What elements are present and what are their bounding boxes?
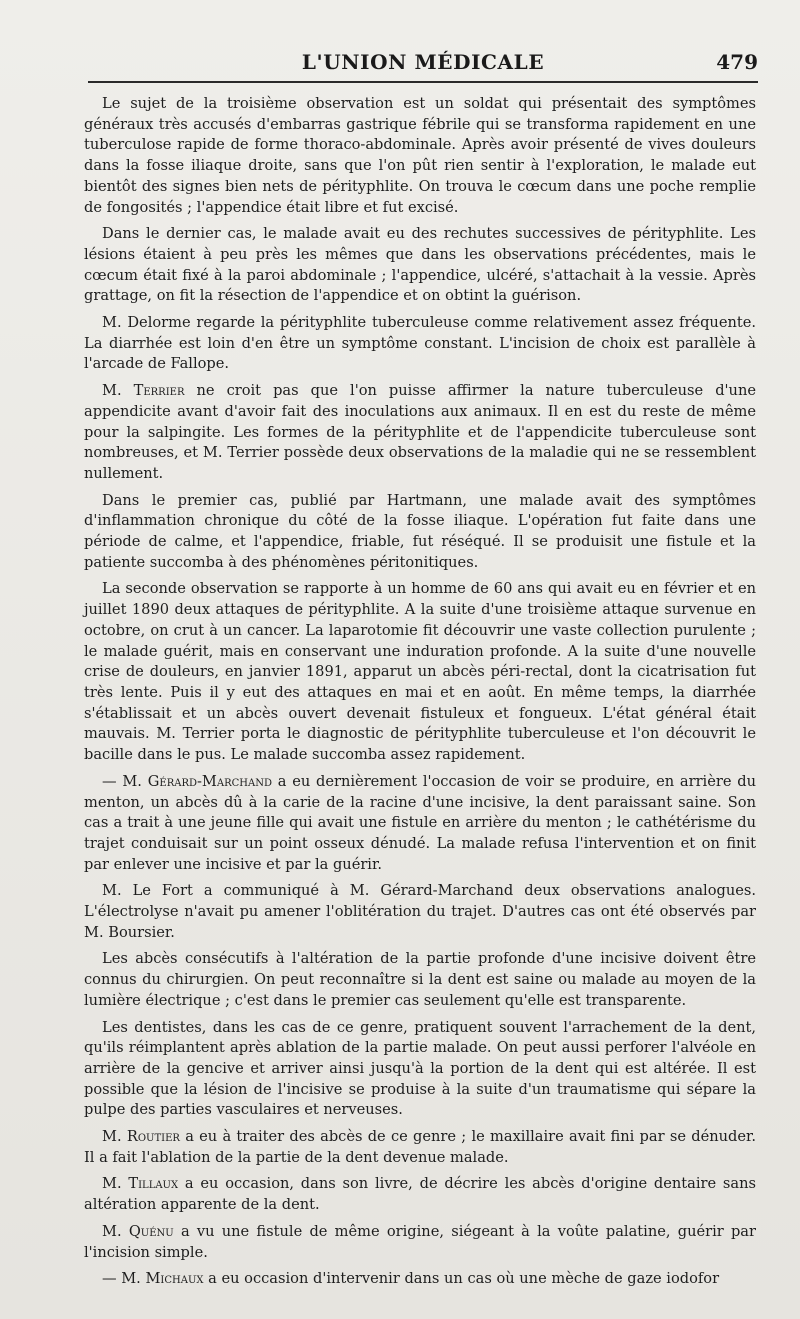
speaker-name: Michaux (145, 1270, 204, 1288)
speaker-name: Quénu (128, 1222, 174, 1240)
speaker-name: Gérard-Marchand (147, 772, 272, 790)
paragraph: Le sujet de la troisième observation est un soldat qui présentait des symptômes généraux très accusés d'embarras gastrique fébrile qui se transforma rapidement en une tuberculose rapide de forme thoraco-abdominale. Après avoir présenté de vives douleurs dans la fosse iliaque droite, sans que l'on pût rien sentir à l'exploration, le malade eut bientôt des signes bien nets de pérityphlite. On trouva le cœcum dans une poche remplie de fongosités ; l'appendice était libre et fut excisé. (84, 95, 756, 216)
paragraph: Dans le premier cas, publié par Hartmann, une malade avait des symptômes d'inflammation chronique du côté de la fosse iliaque. L'opération fut faite dans une période de calme, et l'appendice, friable, fut réséqué. Il se produisit une fistule et la patiente succomba à des phénomènes péritonitiques. (84, 491, 756, 571)
paragraph: M. Routier a eu à traiter des abcès de ce genre ; le maxillaire avait fini par se dénuder. Il a fait l'ablation de la partie de la dent devenue malade. (84, 1128, 756, 1166)
paragraph: — M. Gérard-Marchand a eu dernièrement l'occasion de voir se produire, en arrière du menton, un abcès dû à la carie de la racine d'une incisive, la dent paraissant saine. Son cas a trait à une jeune fille qui avait une fistule en arrière du menton ; le cathétérisme du trajet conduisait sur un point osseux dénudé. La malade refusa l'intervention et on finit par enlever une incisive et par la guérir. (84, 772, 756, 873)
paragraph: M. Tillaux a eu occasion, dans son livre, de décrire les abcès d'origine dentaire sans altération apparente de la dent. (84, 1175, 756, 1214)
paragraph: La seconde observation se rapporte à un homme de 60 ans qui avait eu en février et en juillet 1890 deux attaques de pérityphlite. A la suite d'une troisième attaque survenue en octobre, on crut à un cancer. La laparotomie fit découvrir une vaste collection purulente ; le malade guérit, mais en conservant une induration profonde. A la suite d'une nouvelle crise de douleurs, en janvier 1891, apparut un abcès péri-rectal, dont la cicatrisation fut très lente. Puis il y eut des attaques en mai et en août. En même temps, la diarrhée s'établissait et un abcès ouvert devenait fistuleux et fongueux. L'état général était mauvais. M. Terrier porta le diagnostic de pérityphlite tuberculeuse et l'on découvrit le bacille dans le pus. Le malade succomba assez rapidement. (84, 580, 756, 764)
header-rule (88, 81, 758, 83)
running-head (88, 46, 758, 80)
speaker-name: Terrier (133, 382, 185, 400)
speaker-name: Tillaux (128, 1175, 179, 1193)
paragraph: Les dentistes, dans les cas de ce genre, pratiquent souvent l'arrachement de la dent, qu'ils réimplantent après ablation de la partie malade. On peut aussi perforer l'alvéole en arrière de la gencive et arriver ainsi jusqu'à la portion de la dent qui est altérée. Il est possible que la lésion de l'incisive se produise à la suite d'un traumatisme qui sépare la pulpe des parties vasculaires et nerveuses. (84, 1018, 756, 1119)
paragraph: Les abcès consécutifs à l'altération de la partie profonde d'une incisive doivent être connus du chirurgien. On peut reconnaître si la dent est saine ou malade au moyen de la lumière électrique ; c'est dans le premier cas seulement qu'elle est transparente. (84, 950, 756, 1009)
paragraph: M. Le Fort a communiqué à M. Gérard-Marchand deux observations analogues. L'électrolyse n'avait pu amener l'oblitération du trajet. D'autres cas ont été observés par M. Boursier. (84, 882, 756, 941)
page-number: 479 (716, 50, 758, 74)
article-body (84, 94, 756, 1296)
paragraph: M. Delorme regarde la pérityphlite tuberculeuse comme relativement assez fréquente. La diarrhée est loin d'en être un symptôme constant. L'incision de choix est parallèle à l'arcade de Fallope. (84, 314, 756, 373)
running-title: L'UNION MÉDICALE (301, 50, 545, 74)
paragraph: M. Terrier ne croit pas que l'on puisse affirmer la nature tuberculeuse d'une appendicite avant d'avoir fait des inoculations aux animaux. Il en est du reste de même pour la salpingite. Les formes de la pérityphlite et de l'appendicite tuberculeuse sont nombreuses, et M. Terrier possède deux observations de la maladie qui ne se ressemblent nullement. (84, 382, 756, 482)
paragraph: Dans le dernier cas, le malade avait eu des rechutes successives de pérityphlite. Les lésions étaient à peu près les mêmes que dans les observations précédentes, mais le cœcum était fixé à la paroi abdominale ; l'appendice, ulcéré, s'attachait à la vessie. Après grattage, on fit la résection de l'appendice et on obtint la guérison. (84, 225, 756, 305)
speaker-name: Routier (126, 1128, 180, 1146)
paragraph: — M. Michaux a eu occasion d'intervenir dans un cas où une mèche de gaze iodofor (102, 1270, 720, 1288)
paragraph: M. Quénu a vu une fistule de même origine, siégeant à la voûte palatine, guérir par l'incision simple. (84, 1222, 756, 1261)
